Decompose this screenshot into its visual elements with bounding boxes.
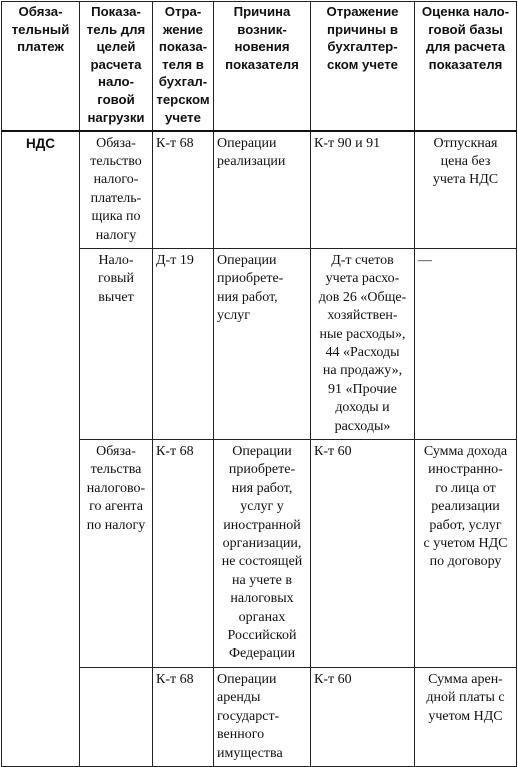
reason-posting-cell: К-т 90 и 91 <box>311 131 415 249</box>
tax-base-cell: Сумма дохода иностранно- го лица от реализации работ, услуг с учетом НДС по договору <box>415 440 517 668</box>
tax-base-cell: Отпускная цена без учета НДС <box>415 131 517 249</box>
header-indicator: Показа- тель для целей расчета нало- говой нагрузки <box>80 2 153 131</box>
indicator-cell: Обяза- тельства налогово- го агента по налогу <box>80 440 153 668</box>
table-row <box>2 667 517 766</box>
indicator-cell <box>80 667 153 766</box>
header-reason: Причина возник- новения показателя <box>214 2 311 131</box>
reason-cell: Операции приобрете- ния работ, услуг <box>214 248 311 439</box>
indicator-cell: Нало- говый вычет <box>80 248 153 439</box>
tax-base-cell: — <box>415 248 517 439</box>
table-row <box>2 131 517 249</box>
reason-cell: Операции реализации <box>214 131 311 249</box>
header-reason-posting: Отражение причины в бухгалтер- ском учете <box>311 2 415 131</box>
header-tax-base-estimate: Оценка нало- говой базы для расчета показателя <box>415 2 517 131</box>
reason-posting-cell: К-т 60 <box>311 667 415 766</box>
posting-cell: К-т 68 <box>153 440 214 668</box>
tax-base-cell: Сумма арен- дной платы с учетом НДС <box>415 667 517 766</box>
table-row <box>2 248 517 439</box>
header-row <box>2 2 517 131</box>
tax-indicator-table <box>1 1 517 767</box>
reason-cell: Операции аренды государст- венного имущества <box>214 667 311 766</box>
header-mandatory-payment: Обяза- тельный платеж <box>2 2 80 131</box>
posting-cell: К-т 68 <box>153 667 214 766</box>
reason-posting-cell: К-т 60 <box>311 440 415 668</box>
payment-cell: НДС <box>2 131 80 767</box>
indicator-cell: Обяза- тельство налого- платель- щика по налогу <box>80 131 153 249</box>
reason-posting-cell: Д-т счетов учета расхо- дов 26 «Обще- хозяйствен- ные расходы», 44 «Расходы на продажу», 91 «Прочие доходы и расходы» <box>311 248 415 439</box>
table-row <box>2 440 517 668</box>
posting-cell: Д-т 19 <box>153 248 214 439</box>
posting-cell: К-т 68 <box>153 131 214 249</box>
reason-cell: Операции приобрете- ния работ, услуг у иностранной организации, не состоящей на учете в налоговых органах Российской Федерации <box>214 440 311 668</box>
header-accounting-posting: Отра- жение показа- теля в бухгал- терском учете <box>153 2 214 131</box>
